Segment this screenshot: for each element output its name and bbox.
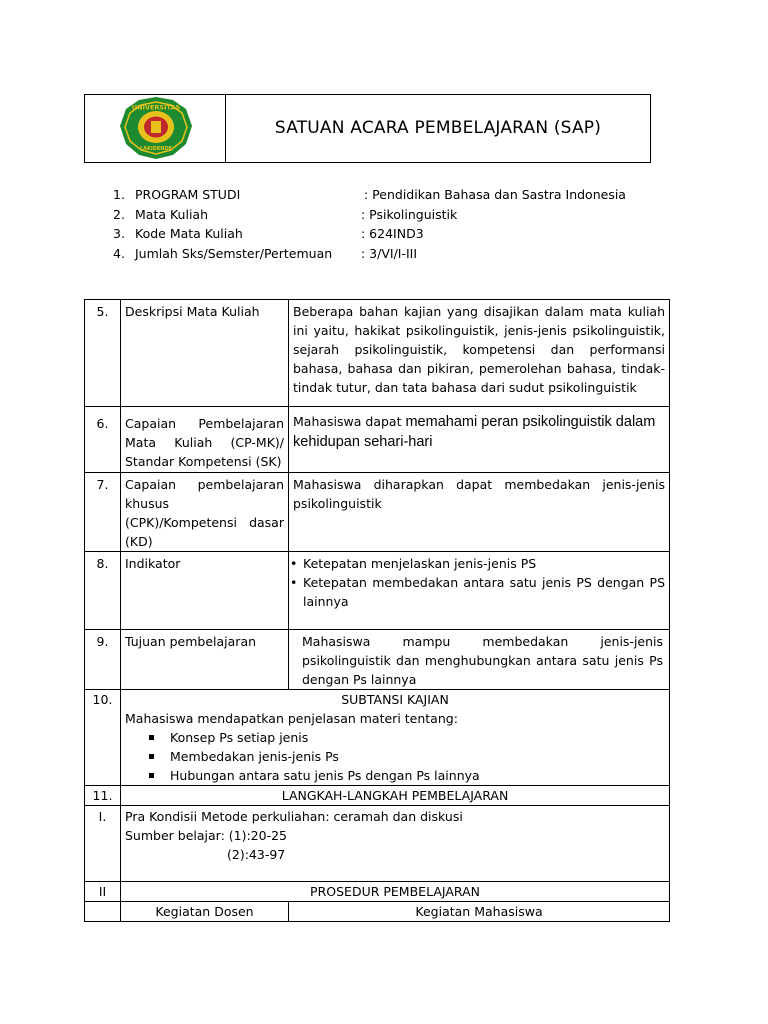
row-num: 11. <box>85 786 121 806</box>
prakondisi-line: Pra Kondisii Metode perkuliahan: ceramah dan diskusi <box>125 809 463 824</box>
row-label: Capaian pembelajaran khusus (CPK)/Kompetensi dasar (KD) <box>121 473 289 552</box>
row-num: 8. <box>85 552 121 630</box>
program-label: PROGRAM STUDI <box>135 187 241 202</box>
program-value: : Psikolinguistik <box>361 206 458 222</box>
table-row-subtansi <box>85 690 670 786</box>
row-num: II <box>85 882 121 902</box>
row-content <box>289 552 670 630</box>
sumber-line: Sumber belajar: (1):20-25 <box>125 828 288 843</box>
program-list <box>113 185 673 263</box>
logo-text-bottom: LAKIDENDE <box>139 146 173 152</box>
row-label: Tujuan pembelajaran <box>121 630 289 690</box>
row-content <box>121 806 670 882</box>
header-box <box>84 94 651 163</box>
row-num: 6. <box>85 407 121 473</box>
row-num: 7. <box>85 473 121 552</box>
row-content-a: Mahasiswa dapat <box>293 414 402 429</box>
row-num: 10. <box>85 690 121 786</box>
list-item: • Ketepatan menjelaskan jenis-jenis PS <box>293 554 665 573</box>
table-row-tujuan <box>85 630 670 690</box>
program-value: : 624IND3 <box>361 226 424 241</box>
section-heading: SUBTANSI KAJIAN <box>341 692 449 707</box>
section-heading: PROSEDUR PEMBELAJARAN <box>121 882 670 902</box>
col-header-dosen: Kegiatan Dosen <box>121 902 289 922</box>
list-item: • Ketepatan membedakan antara satu jenis PS dengan PS lainnya <box>293 573 665 611</box>
table-row-cpk <box>85 473 670 552</box>
row-content <box>289 407 670 473</box>
university-seal-icon <box>118 96 194 160</box>
row-content: Beberapa bahan kajian yang disajikan dalam mata kuliah ini yaitu, hakikat psikolinguistik, jenis-jenis psikolinguistik, sejarah psikolinguistik, kompetensi dan performansi bahasa, bahasa dan pikiran, pemerolehan bahasa, tindak-tindak tutur, dan tata bahasa dari sudut psikolinguistik <box>289 300 670 407</box>
table-row-indikator <box>85 552 670 630</box>
sap-table <box>84 299 670 922</box>
program-row <box>113 224 673 244</box>
program-num: 3. <box>113 226 125 241</box>
row-label: Indikator <box>121 552 289 630</box>
table-row-deskripsi <box>85 300 670 407</box>
row-content: Mahasiswa mampu membedakan jenis-jenis psikolinguistik dan menghubungkan antara satu jenis Ps dengan Ps lainnya <box>289 630 670 690</box>
program-num: 4. <box>113 245 125 261</box>
page-title: SATUAN ACARA PEMBELAJARAN (SAP) <box>274 118 602 138</box>
program-label: Kode Mata Kuliah <box>135 226 243 241</box>
table-row-capaian <box>85 407 670 473</box>
table-row-prakondisi <box>85 806 670 882</box>
logo-text-top: UNIVERSITAS <box>131 103 181 112</box>
row-num: I. <box>85 806 121 882</box>
row-content-b: memahami peran psikolinguistik dalam kehidupan sehari-hari <box>293 414 656 450</box>
program-row <box>113 185 673 205</box>
program-value: : 3/VI/I-III <box>361 245 418 261</box>
row-content <box>121 690 670 786</box>
list-item: Membedakan jenis-jenis Ps <box>125 747 665 766</box>
col-header-mahasiswa: Kegiatan Mahasiswa <box>289 902 670 922</box>
subtansi-intro: Mahasiswa mendapatkan penjelasan materi tentang: <box>125 711 458 726</box>
section-heading: LANGKAH-LANGKAH PEMBELAJARAN <box>121 786 670 806</box>
program-label: Jumlah Sks/Semster/Pertemuan <box>135 245 333 261</box>
table-row-prosedur <box>85 882 670 902</box>
program-row <box>113 205 673 225</box>
program-label: Mata Kuliah <box>135 206 209 222</box>
row-content: Mahasiswa diharapkan dapat membedakan jenis-jenis psikolinguistik <box>289 473 670 552</box>
program-num: 1. <box>113 187 125 202</box>
program-value: : Pendidikan Bahasa dan Sastra Indonesia <box>364 187 626 202</box>
row-num <box>85 902 121 922</box>
program-row <box>113 244 673 264</box>
table-row-langkah <box>85 786 670 806</box>
sumber-line: (2):43-97 <box>227 847 286 862</box>
row-label: Capaian Pembelajaran Mata Kuliah (CP-MK)/ Standar Kompetensi (SK) <box>121 407 289 473</box>
table-row-kegiatan <box>85 902 670 922</box>
indikator-list <box>293 554 665 611</box>
row-label: Deskripsi Mata Kuliah <box>121 300 289 407</box>
logo-cell <box>85 95 226 162</box>
list-item: Konsep Ps setiap jenis <box>125 728 665 747</box>
row-num: 5. <box>85 300 121 407</box>
subtansi-list <box>125 728 665 785</box>
list-item: Hubungan antara satu jenis Ps dengan Ps lainnya <box>125 766 665 785</box>
program-num: 2. <box>113 206 125 222</box>
row-num: 9. <box>85 630 121 690</box>
